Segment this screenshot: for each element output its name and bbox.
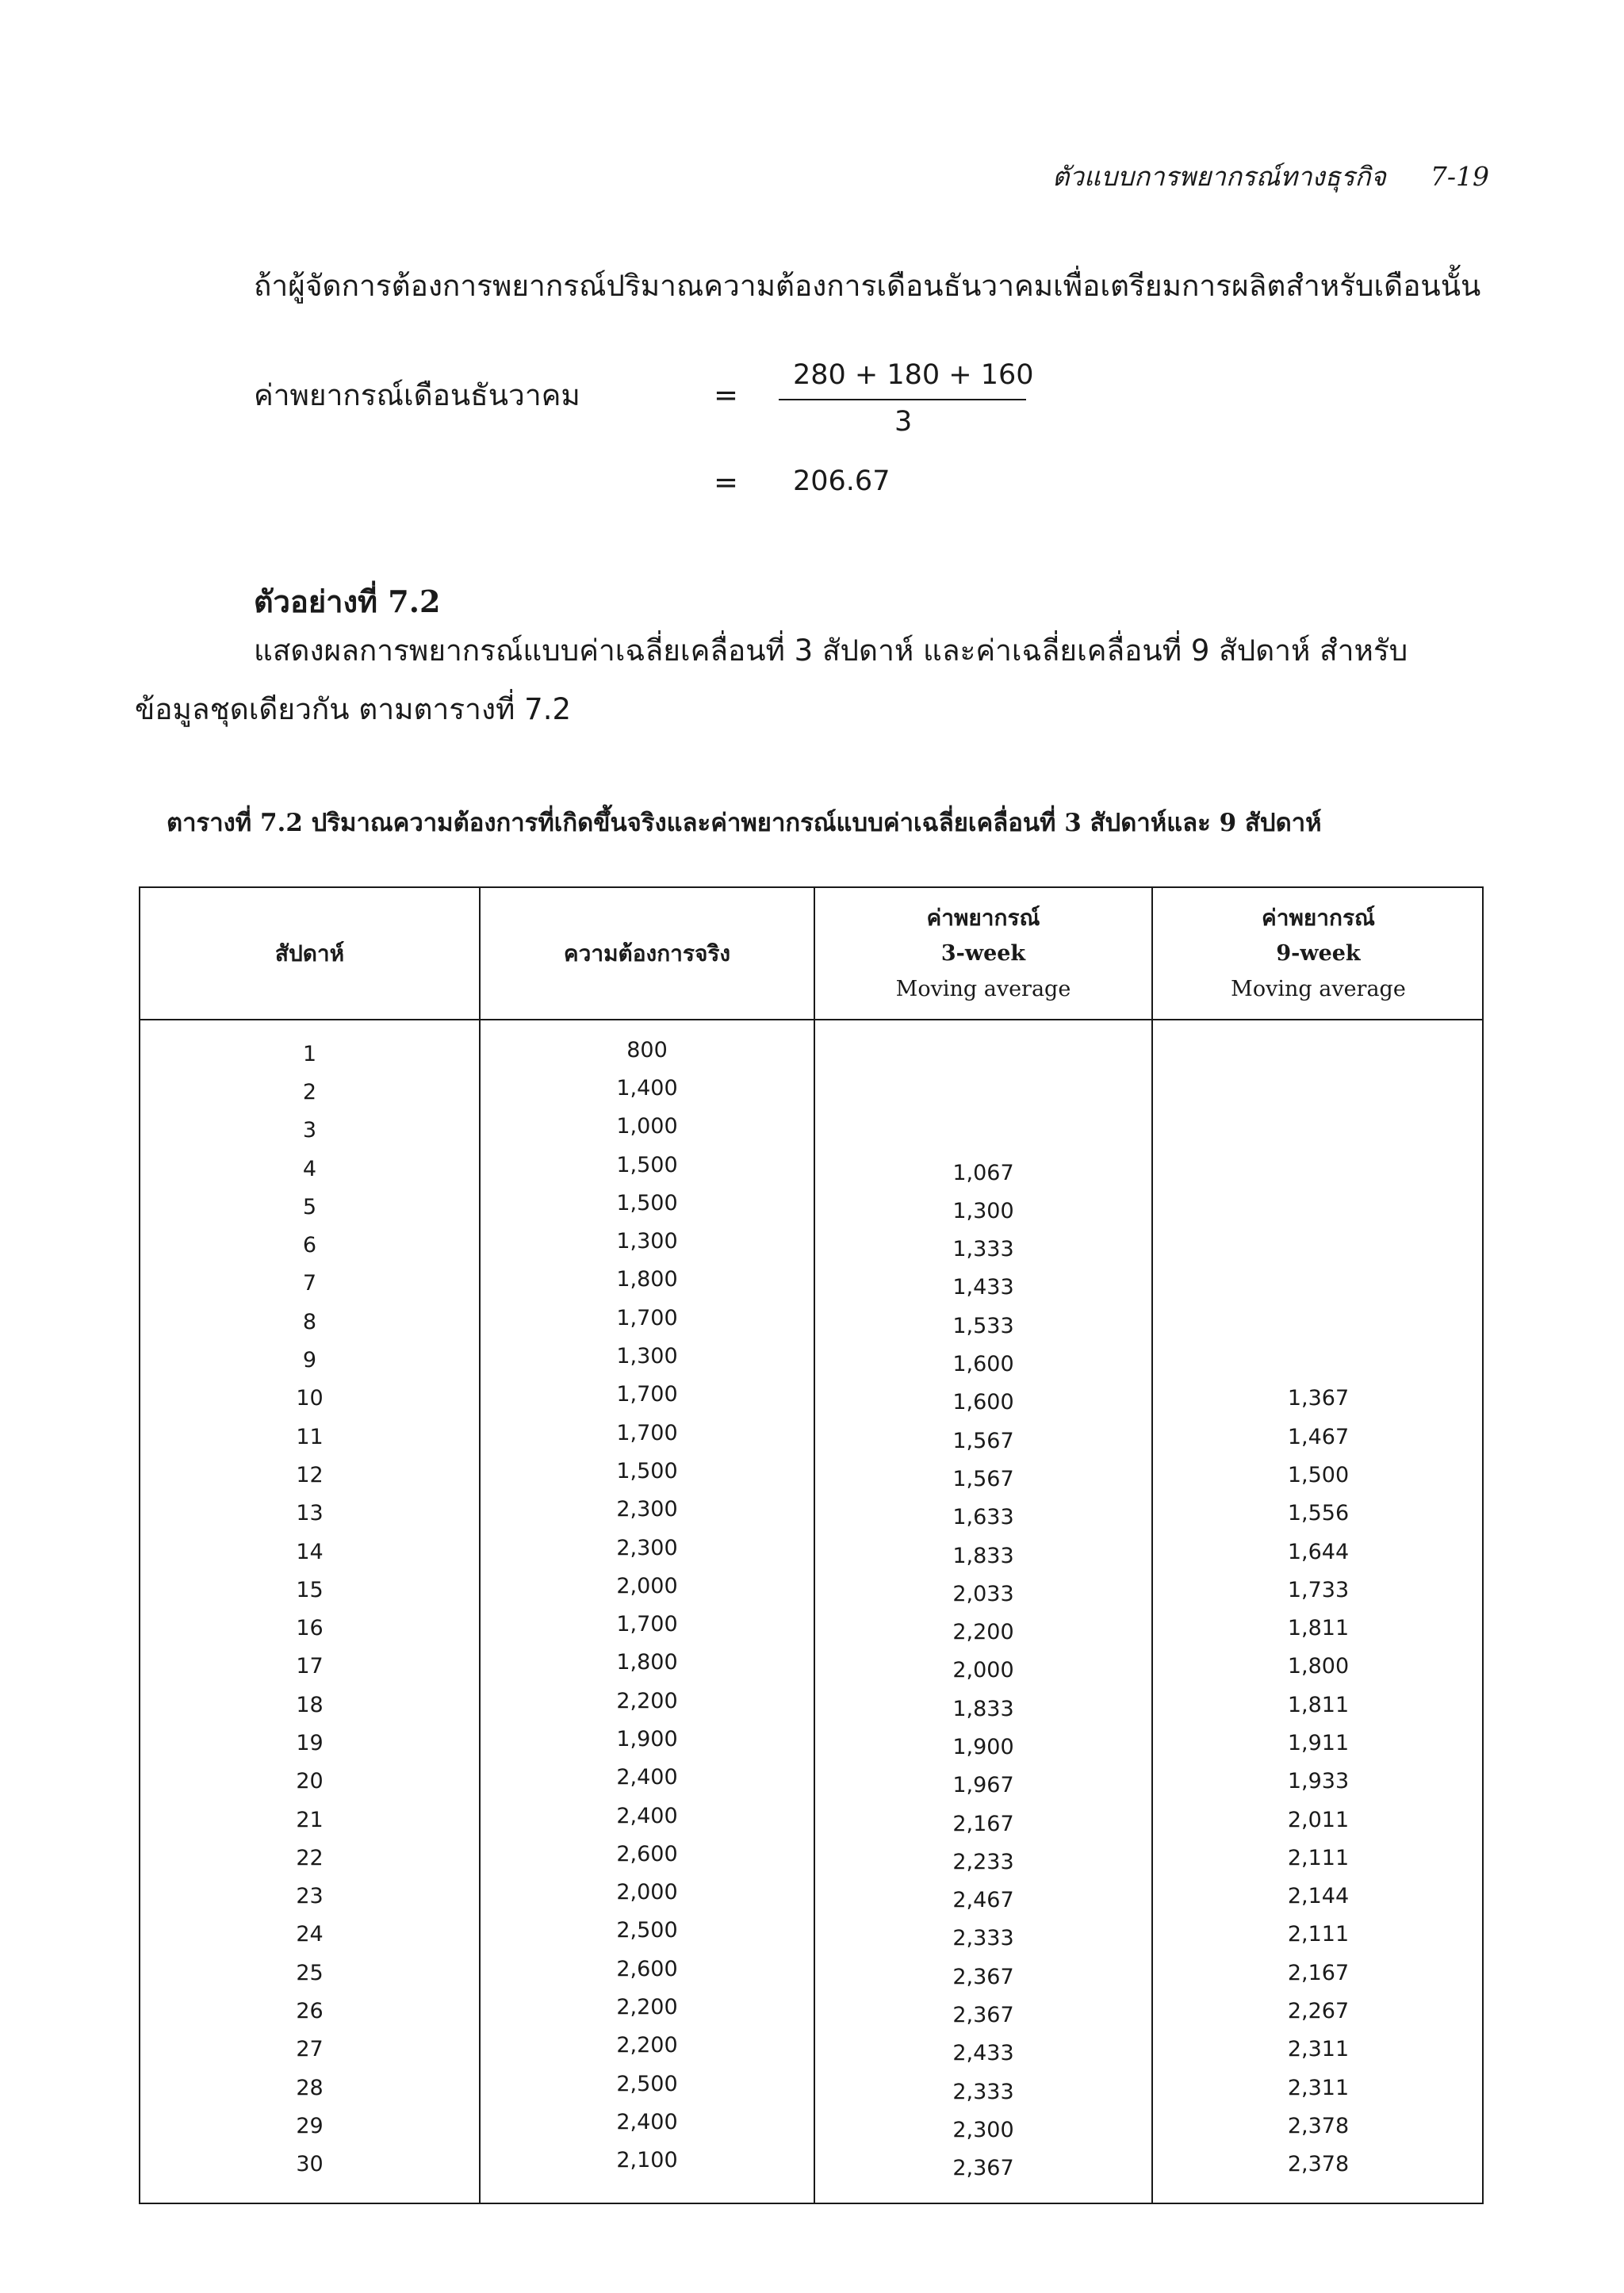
cell-actual-demand: 2,500: [616, 2071, 678, 2096]
header-forecast9-title: ค่าพยากรณ์: [1261, 905, 1375, 931]
header-week: [140, 888, 479, 1019]
cell-forecast-9week: [1153, 1035, 1484, 1073]
cell-actual-demand: 1,800: [616, 1650, 678, 1675]
cell-week: 5: [302, 1194, 317, 1219]
cell-week: 30: [296, 2152, 324, 2177]
cell-forecast-9week: 2,378: [1287, 2113, 1350, 2138]
cell-forecast-9week: 1,911: [1287, 1730, 1350, 1755]
cell-actual-demand: 2,200: [616, 2033, 678, 2058]
cell-forecast-3week: 1,533: [952, 1313, 1014, 1338]
cell-forecast-9week: [1153, 1188, 1484, 1226]
page-number: 7-19: [1430, 161, 1489, 192]
cell-forecast-3week: 1,300: [952, 1198, 1014, 1223]
cell-actual-demand: 2,100: [616, 2148, 678, 2173]
cell-week: 8: [302, 1309, 317, 1334]
cell-forecast-9week: [1153, 1265, 1484, 1303]
cell-week: 27: [296, 2037, 324, 2062]
header-forecast9-method: Moving average: [1231, 977, 1406, 1001]
cell-actual-demand: 2,500: [616, 1918, 678, 1943]
cell-week: 11: [296, 1424, 324, 1449]
cell-forecast-3week: 2,033: [952, 1581, 1014, 1606]
cell-forecast-9week: 2,378: [1287, 2152, 1350, 2177]
cell-forecast-3week: 2,467: [952, 1888, 1014, 1913]
table-row: [140, 1954, 1482, 1992]
cell-forecast-3week: 1,967: [952, 1773, 1014, 1798]
table-row: [140, 1341, 1482, 1379]
cell-week: 20: [296, 1769, 324, 1794]
cell-forecast-9week: [1153, 1073, 1484, 1111]
cell-forecast-3week: 2,367: [952, 2156, 1014, 2181]
cell-week: 26: [296, 1999, 324, 2024]
fraction-bar: [779, 399, 1026, 400]
cell-actual-demand: 1,500: [616, 1458, 678, 1483]
cell-week: 28: [296, 2075, 324, 2100]
cell-week: 24: [296, 1922, 324, 1947]
formula-numerator: 280 + 180 + 160: [793, 359, 1034, 391]
cell-actual-demand: 2,300: [616, 1535, 678, 1560]
table-row: [140, 2031, 1482, 2069]
cell-week: 29: [296, 2113, 324, 2138]
cell-actual-demand: 2,200: [616, 1688, 678, 1713]
cell-actual-demand: 2,400: [616, 1803, 678, 1828]
cell-forecast-9week: 2,311: [1287, 2037, 1350, 2062]
cell-forecast-9week: [1153, 1112, 1484, 1150]
cell-forecast-9week: 2,011: [1287, 1807, 1350, 1832]
cell-actual-demand: 1,500: [616, 1152, 678, 1177]
cell-week: 10: [296, 1386, 324, 1411]
cell-week: 6: [302, 1233, 317, 1258]
example-text-line-2: ข้อมูลชุดเดียวกัน ตามตารางที่ 7.2: [135, 692, 572, 726]
cell-forecast-3week: 1,600: [952, 1352, 1014, 1377]
example-heading: ตัวอย่างที่ 7.2: [254, 584, 441, 619]
table-body: [140, 1035, 1482, 2184]
table-row: [140, 1801, 1482, 1839]
header-week-label: สัปดาห์: [274, 940, 345, 967]
cell-actual-demand: 800: [626, 1037, 668, 1062]
cell-actual-demand: 2,300: [616, 1497, 678, 1522]
cell-week: 22: [296, 1845, 324, 1870]
cell-forecast-9week: 1,556: [1287, 1501, 1350, 1526]
cell-actual-demand: 1,700: [616, 1305, 678, 1330]
cell-forecast-3week: 2,333: [952, 1926, 1014, 1951]
cell-forecast-3week: 1,333: [952, 1237, 1014, 1262]
cell-week: 3: [302, 1118, 317, 1143]
cell-forecast-3week: 2,333: [952, 2079, 1014, 2104]
header-forecast9-period: 9-week: [1276, 941, 1361, 966]
cell-forecast-9week: 1,644: [1287, 1539, 1350, 1564]
table-row: [140, 1073, 1482, 1111]
table-row: [140, 1456, 1482, 1494]
cell-forecast-9week: [1153, 1341, 1484, 1379]
forecast-table: [139, 886, 1484, 2204]
cell-forecast-9week: 2,311: [1287, 2075, 1350, 2100]
table-row: [140, 1686, 1482, 1724]
cell-actual-demand: 1,800: [616, 1267, 678, 1292]
table-row: [140, 1571, 1482, 1609]
cell-actual-demand: 2,600: [616, 1841, 678, 1866]
cell-week: 21: [296, 1807, 324, 1832]
header-forecast-3week: [815, 888, 1151, 1019]
cell-forecast-3week: 1,633: [952, 1505, 1014, 1530]
cell-week: 14: [296, 1539, 324, 1564]
header-forecast-9week: [1153, 888, 1484, 1019]
table-row: [140, 1648, 1482, 1686]
cell-forecast-3week: 2,433: [952, 2041, 1014, 2066]
header-title: ตัวแบบการพยากรณ์ทางธุรกิจ: [1051, 161, 1386, 192]
table-row: [140, 1303, 1482, 1341]
formula-label: ค่าพยากรณ์เดือนธันวาคม: [254, 378, 580, 412]
cell-forecast-3week: 2,200: [952, 1620, 1014, 1645]
cell-forecast-3week: 1,067: [952, 1160, 1014, 1185]
cell-forecast-3week: 1,900: [952, 1734, 1014, 1759]
table-row: [140, 1226, 1482, 1264]
cell-actual-demand: 2,000: [616, 1880, 678, 1905]
cell-actual-demand: 2,400: [616, 1765, 678, 1790]
cell-actual-demand: 2,200: [616, 1995, 678, 2020]
cell-actual-demand: 1,700: [616, 1382, 678, 1407]
cell-forecast-3week: 2,233: [952, 1849, 1014, 1874]
table-row: [140, 1188, 1482, 1226]
cell-week: 13: [296, 1501, 324, 1526]
cell-week: 9: [302, 1348, 317, 1373]
cell-actual-demand: 1,700: [616, 1420, 678, 1445]
cell-actual-demand: 1,300: [616, 1229, 678, 1254]
table-row: [140, 1878, 1482, 1916]
cell-week: 19: [296, 1730, 324, 1755]
cell-actual-demand: 2,000: [616, 1573, 678, 1598]
formula-denominator: 3: [894, 406, 913, 438]
table-row: [140, 1916, 1482, 1954]
table-row: [140, 1380, 1482, 1418]
cell-forecast-3week: [815, 1039, 1151, 1077]
cell-week: 15: [296, 1577, 324, 1602]
formula-result: 206.67: [793, 465, 891, 497]
table-row: [140, 2146, 1482, 2184]
cell-week: 25: [296, 1960, 324, 1985]
cell-forecast-3week: 2,167: [952, 1811, 1014, 1836]
cell-week: 12: [296, 1462, 324, 1487]
cell-actual-demand: 1,700: [616, 1612, 678, 1637]
cell-forecast-9week: 2,111: [1287, 1922, 1350, 1947]
cell-forecast-9week: 2,167: [1287, 1960, 1350, 1985]
table-row: [140, 2069, 1482, 2107]
cell-forecast-9week: 1,367: [1287, 1386, 1350, 1411]
cell-forecast-9week: 1,733: [1287, 1577, 1350, 1602]
table-row: [140, 1724, 1482, 1762]
cell-actual-demand: 2,600: [616, 1956, 678, 1981]
table-row: [140, 1533, 1482, 1571]
cell-forecast-9week: 1,811: [1287, 1616, 1350, 1641]
cell-actual-demand: 1,300: [616, 1344, 678, 1369]
cell-forecast-9week: 1,467: [1287, 1424, 1350, 1449]
cell-forecast-3week: 1,600: [952, 1390, 1014, 1415]
cell-forecast-9week: 2,144: [1287, 1884, 1350, 1909]
cell-forecast-9week: 1,800: [1287, 1654, 1350, 1679]
header-forecast3-method: Moving average: [895, 977, 1071, 1001]
running-header: [1052, 155, 1489, 197]
header-forecast3-period: 3-week: [940, 941, 1026, 966]
header-actual-label: ความต้องการจริง: [563, 940, 731, 967]
cell-forecast-3week: 2,367: [952, 1964, 1014, 1989]
cell-week: 18: [296, 1692, 324, 1717]
formula-equals-sign-2: =: [714, 465, 739, 500]
cell-forecast-3week: 2,000: [952, 1658, 1014, 1683]
table-row: [140, 1495, 1482, 1533]
table-row: [140, 1265, 1482, 1303]
formula-equals-sign: =: [714, 378, 739, 412]
cell-forecast-9week: 1,933: [1287, 1769, 1350, 1794]
cell-forecast-3week: [815, 1077, 1151, 1115]
table-row: [140, 1609, 1482, 1647]
cell-actual-demand: 1,900: [616, 1726, 678, 1751]
table-row: [140, 1839, 1482, 1877]
cell-forecast-3week: 1,833: [952, 1543, 1014, 1568]
cell-week: 23: [296, 1884, 324, 1909]
table-row: [140, 1763, 1482, 1801]
header-divider: [140, 1019, 1482, 1020]
cell-week: 1: [302, 1041, 317, 1066]
table-caption: ตารางที่ 7.2 ปริมาณความต้องการที่เกิดขึ้นจริงและค่าพยากรณ์แบบค่าเฉลี่ยเคลื่อนที่ 3 สัปดาห์และ 9 สัปดาห์: [167, 809, 1322, 837]
cell-forecast-3week: 2,300: [952, 2117, 1014, 2142]
header-actual-demand: [481, 888, 814, 1019]
cell-forecast-9week: [1153, 1226, 1484, 1264]
header-forecast3-title: ค่าพยากรณ์: [926, 905, 1040, 931]
cell-forecast-3week: 1,833: [952, 1696, 1014, 1721]
cell-forecast-3week: 2,367: [952, 2003, 1014, 2028]
cell-week: 16: [296, 1616, 324, 1641]
table-row: [140, 1112, 1482, 1150]
cell-forecast-3week: 1,567: [952, 1466, 1014, 1491]
table-row: [140, 1150, 1482, 1188]
cell-week: 4: [302, 1156, 317, 1181]
cell-actual-demand: 1,500: [616, 1190, 678, 1215]
table-row: [140, 1992, 1482, 2030]
cell-week: 2: [302, 1079, 317, 1104]
cell-week: 17: [296, 1654, 324, 1679]
cell-forecast-3week: 1,567: [952, 1428, 1014, 1453]
cell-forecast-9week: 1,811: [1287, 1692, 1350, 1717]
cell-forecast-3week: [815, 1116, 1151, 1154]
intro-paragraph: ถ้าผู้จัดการต้องการพยากรณ์ปริมาณความต้องการเดือนธันวาคมเพื่อเตรียมการผลิตสำหรับเดือนนั้น: [254, 269, 1481, 303]
table-row: [140, 1418, 1482, 1456]
cell-forecast-9week: 2,111: [1287, 1845, 1350, 1870]
cell-actual-demand: 1,000: [616, 1114, 678, 1139]
cell-actual-demand: 1,400: [616, 1075, 678, 1101]
cell-week: 7: [302, 1271, 317, 1296]
cell-actual-demand: 2,400: [616, 2109, 678, 2134]
example-text-line-1: แสดงผลการพยากรณ์แบบค่าเฉลี่ยเคลื่อนที่ 3 สัปดาห์ และค่าเฉลี่ยเคลื่อนที่ 9 สัปดาห์ สำหรับ: [254, 634, 1408, 668]
cell-forecast-9week: [1153, 1303, 1484, 1341]
table-row: [140, 2107, 1482, 2145]
cell-forecast-9week: [1153, 1150, 1484, 1188]
cell-forecast-9week: 2,267: [1287, 1999, 1350, 2024]
table-row: [140, 1035, 1482, 1073]
cell-forecast-3week: 1,433: [952, 1275, 1014, 1300]
cell-forecast-9week: 1,500: [1287, 1462, 1350, 1487]
